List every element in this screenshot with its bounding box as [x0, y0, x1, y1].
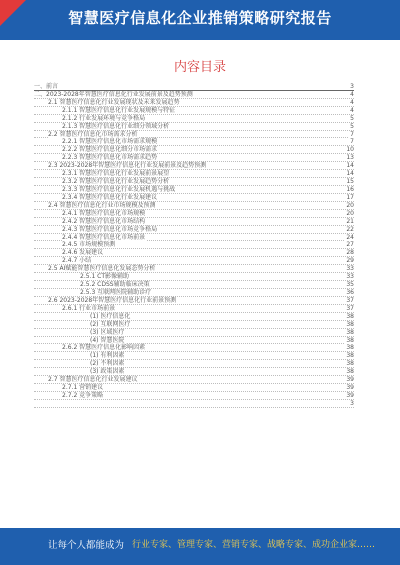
toc-entry-page: 36: [346, 288, 354, 296]
report-title: 智慧医疗信息化企业推销策略研究报告: [68, 9, 332, 27]
toc-entry-page: 38: [346, 344, 354, 352]
toc-entry-page: 37: [346, 304, 354, 312]
toc-entry-page: 33: [346, 265, 354, 273]
toc-entry[interactable]: [34, 210, 354, 218]
toc-entry-page: 21: [346, 217, 354, 225]
toc-entry-label: 2.4.6 发展建议: [62, 249, 104, 257]
toc-entry-label: 2.6 2023-2028年智慧医疗信息化行业前景预测: [48, 296, 177, 304]
toc-entry-label: 2.3.1 智慧医疗信息化行业发展前景展望: [62, 170, 170, 178]
footer-slogan-right: 行业专家、管理专家、营销专家、战略专家、成功企业家……: [132, 540, 376, 550]
toc-entry-label: (2) 不利因素: [90, 360, 125, 368]
toc-entry-label: 2.4 智慧医疗信息化行业市场规模及预测: [48, 201, 156, 209]
toc-entry-label: (3) 区域医疗: [90, 328, 125, 336]
toc-entry-label: (4) 智慧医院: [90, 336, 125, 344]
toc-entry[interactable]: [34, 289, 354, 297]
page-header: [0, 0, 400, 40]
toc-entry[interactable]: [34, 91, 354, 99]
toc-entry-label: 2.6.2 智慧医疗信息化影响因素: [62, 344, 146, 352]
toc-entry-page: 39: [346, 384, 354, 392]
toc-entry[interactable]: [34, 281, 354, 289]
toc-entry[interactable]: [34, 186, 354, 194]
toc-entry-label: 2.2.3 智慧医疗信息化市场需求趋势: [62, 154, 158, 162]
toc-entry-label: 2.4.7 小结: [62, 257, 92, 265]
toc-entry-page: 33: [346, 273, 354, 281]
toc-entry[interactable]: [34, 194, 354, 202]
toc-entry-label: 2.5.2 CDSS辅助临床决策: [80, 281, 150, 289]
toc-entry-label: 2.3.4 智慧医疗信息化行业发展建议: [62, 193, 158, 201]
toc-entry-page: 7: [350, 130, 354, 138]
toc-entry-label: 2.3.2 智慧医疗信息化行业发展趋势分析: [62, 178, 170, 186]
toc-entry-page: 28: [346, 249, 354, 257]
toc-entry[interactable]: [34, 178, 354, 186]
toc-entry-label: 2.4.3 智慧医疗信息化市场竞争格局: [62, 225, 158, 233]
toc-entry-page: 38: [346, 328, 354, 336]
toc-entry[interactable]: [34, 400, 354, 408]
toc-entry[interactable]: [34, 360, 354, 368]
toc-entry-label: 2.1.2 行业发展环境与竞争格局: [62, 114, 146, 122]
toc-entry-label: (2) 互联网医疗: [90, 320, 131, 328]
toc-entry-label: 2.4.2 智慧医疗信息化市场结构: [62, 217, 146, 225]
toc-entry-label: 2.4.1 智慧医疗信息化市场规模: [62, 209, 146, 217]
toc-entry-page: 22: [346, 225, 354, 233]
toc-entry[interactable]: [34, 305, 354, 313]
toc-entry-page: 27: [346, 241, 354, 249]
toc-entry[interactable]: [34, 99, 354, 107]
toc-entry[interactable]: [34, 297, 354, 305]
toc-entry-label: 2.7.1 营销建议: [62, 384, 104, 392]
toc-entry-page: 39: [346, 391, 354, 399]
toc-entry-label: 2.5 AI赋能智慧医疗信息化发展态势分析: [48, 265, 156, 273]
toc-entry-page: 4: [350, 90, 354, 98]
toc-entry[interactable]: [34, 115, 354, 123]
toc-entry[interactable]: [34, 376, 354, 384]
toc-entry-page: 29: [346, 257, 354, 265]
toc-entry-page: 10: [346, 146, 354, 154]
toc-entry-label: (1) 有利因素: [90, 352, 125, 360]
toc-entry-label: 2.3 2023-2028年智慧医疗信息化行业发展前景及趋势预测: [48, 162, 207, 170]
toc-entry[interactable]: [34, 202, 354, 210]
toc-entry[interactable]: [34, 352, 354, 360]
toc-entry-label: 2.3.3 智慧医疗信息化行业发展机遇与挑战: [62, 185, 176, 193]
toc-entry-label: (1) 医疗信息化: [90, 312, 131, 320]
toc-entry-page: 13: [346, 154, 354, 162]
toc-entry[interactable]: [34, 273, 354, 281]
toc-entry-page: 5: [350, 114, 354, 122]
toc-entry-label: 一、前言: [34, 83, 59, 90]
toc-entry-label: 2.2.1 智慧医疗信息化市场需求规模: [62, 138, 158, 146]
toc-entry-label: 2.4.4 智慧医疗信息化市场前景: [62, 233, 146, 241]
page-footer: [0, 528, 400, 565]
toc-entry-label: (3) 政策因素: [90, 368, 125, 376]
toc-entry-page: 16: [346, 185, 354, 193]
toc-entry-label: 2.2.2 智慧医疗信息化细分市场需求: [62, 146, 158, 154]
toc-entry-page: 38: [346, 312, 354, 320]
toc-entry-page: 3: [350, 399, 354, 407]
toc-entry-label: 2.1 智慧医疗信息化行业发展现状及未来发展趋势: [48, 98, 180, 106]
toc-entry[interactable]: [34, 170, 354, 178]
table-of-contents: [34, 83, 354, 408]
toc-entry[interactable]: [34, 257, 354, 265]
toc-entry[interactable]: [34, 368, 354, 376]
toc-entry[interactable]: [34, 226, 354, 234]
toc-entry[interactable]: [34, 321, 354, 329]
toc-entry-label: 2.1.3 智慧医疗信息化行业细分领域分析: [62, 122, 170, 130]
toc-entry[interactable]: [34, 344, 354, 352]
toc-entry-page: 38: [346, 352, 354, 360]
toc-title: 内容目录: [173, 60, 226, 75]
toc-entry-page: 3: [350, 83, 354, 90]
toc-entry[interactable]: [34, 384, 354, 392]
toc-entry-page: 35: [346, 281, 354, 289]
toc-entry-label: 2.4.5 市场规模预测: [62, 241, 116, 249]
toc-entry-page: 15: [346, 178, 354, 186]
toc-entry[interactable]: [34, 218, 354, 226]
toc-entry-page: 4: [350, 106, 354, 114]
toc-entry-page: 14: [346, 162, 354, 170]
toc-entry-page: 38: [346, 320, 354, 328]
toc-entry-page: 4: [350, 98, 354, 106]
toc-entry-label: 2.7 智慧医疗信息化行业发展建议: [48, 376, 138, 384]
toc-entry-label: 2.5.3 互联网医院辅助诊疗: [80, 288, 152, 296]
toc-entry-label: 二、2023-2028年智慧医疗信息化行业发展前景及趋势预测: [34, 90, 193, 98]
toc-entry-page: 7: [350, 138, 354, 146]
toc-entry-label: 2.1.1 智慧医疗信息化行业发展规模与特征: [62, 106, 176, 114]
toc-entry-page: 39: [346, 376, 354, 384]
toc-entry-page: 5: [350, 122, 354, 130]
toc-entry-page: 24: [346, 233, 354, 241]
toc-entry-label: 2.5.1 CT影像辅助: [80, 273, 130, 281]
toc-entry-page: 20: [346, 209, 354, 217]
toc-entry[interactable]: [34, 162, 354, 170]
toc-entry-label: 2.2 智慧医疗信息化市场需求分析: [48, 130, 138, 138]
toc-entry[interactable]: [34, 313, 354, 321]
toc-entry-page: 20: [346, 201, 354, 209]
toc-entry[interactable]: [34, 329, 354, 337]
toc-entry-page: 38: [346, 336, 354, 344]
toc-entry-page: 38: [346, 368, 354, 376]
toc-entry-page: 38: [346, 360, 354, 368]
toc-entry[interactable]: [34, 83, 354, 91]
toc-entry-page: 14: [346, 170, 354, 178]
toc-entry-page: 37: [346, 296, 354, 304]
footer-slogan-left: 让每个人都能成为: [48, 540, 125, 551]
toc-entry-page: 17: [346, 193, 354, 201]
toc-entry-label: 2.7.2 竞争策略: [62, 391, 104, 399]
toc-entry[interactable]: [34, 265, 354, 273]
toc-entry[interactable]: [34, 123, 354, 131]
toc-entry[interactable]: [34, 107, 354, 115]
toc-entry-label: 2.6.1 行业市场前景: [62, 304, 116, 312]
toc-entry[interactable]: [34, 392, 354, 400]
